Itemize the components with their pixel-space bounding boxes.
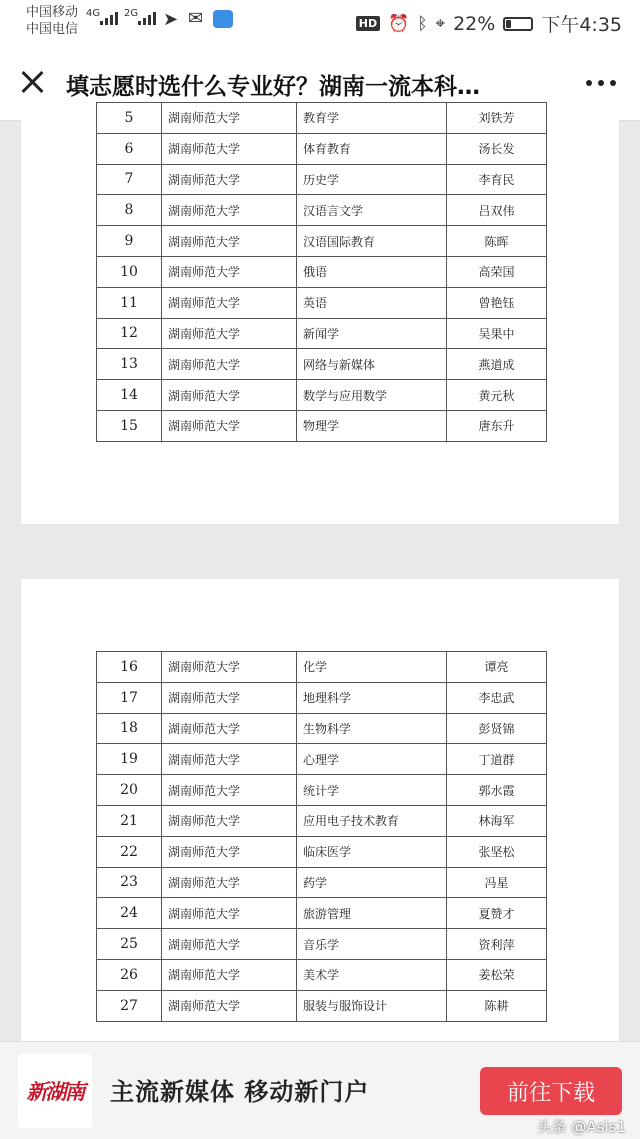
row-number: 7	[97, 164, 162, 195]
row-number: 18	[97, 713, 162, 744]
major-cell: 旅游管理	[297, 898, 447, 929]
major-cell: 心理学	[297, 744, 447, 775]
row-number: 25	[97, 929, 162, 960]
location-icon: ⌖	[435, 13, 446, 34]
major-cell: 教育学	[297, 103, 447, 134]
leader-cell: 高荣国	[447, 256, 547, 287]
battery-icon	[503, 17, 533, 31]
table-row	[97, 133, 547, 164]
signal-icon-2	[138, 12, 156, 25]
major-cell: 数学与应用数学	[297, 380, 447, 411]
leader-cell: 彭贤锦	[447, 713, 547, 744]
university-cell: 湖南师范大学	[162, 287, 297, 318]
signal-icon	[100, 12, 118, 25]
table-row	[97, 195, 547, 226]
document-page-2	[21, 579, 619, 1041]
table-row	[97, 226, 547, 257]
banner-slogan: 主流新媒体 移动新门户	[110, 1078, 370, 1106]
row-number: 5	[97, 103, 162, 134]
mail-icon: ✉	[188, 8, 204, 29]
hd-badge: HD	[356, 16, 380, 31]
major-cell: 体育教育	[297, 133, 447, 164]
app-download-banner[interactable]	[0, 1041, 640, 1139]
leader-cell: 谭亮	[447, 652, 547, 683]
university-cell: 湖南师范大学	[162, 410, 297, 441]
row-number: 6	[97, 133, 162, 164]
table-row	[97, 867, 547, 898]
carrier-info	[26, 4, 78, 38]
status-right	[356, 10, 622, 37]
network-type-1: 4G	[86, 8, 101, 19]
university-cell: 湖南师范大学	[162, 990, 297, 1021]
major-cell: 音乐学	[297, 929, 447, 960]
row-number: 16	[97, 652, 162, 683]
leader-cell: 姜松荣	[447, 959, 547, 990]
row-number: 13	[97, 349, 162, 380]
row-number: 24	[97, 898, 162, 929]
bluetooth-icon: ᛒ	[417, 13, 428, 34]
leader-cell: 资利萍	[447, 929, 547, 960]
table-row	[97, 410, 547, 441]
row-number: 23	[97, 867, 162, 898]
page-title: 填志愿时选什么专业好？湖南一流本科…	[66, 74, 480, 100]
app-logo: 新湖南	[18, 1054, 92, 1128]
major-cell: 俄语	[297, 256, 447, 287]
alarm-icon: ⏰	[388, 13, 410, 34]
table-row	[97, 775, 547, 806]
table-row	[97, 805, 547, 836]
leader-cell: 陈耕	[447, 990, 547, 1021]
leader-cell: 燕道成	[447, 349, 547, 380]
table-row	[97, 898, 547, 929]
major-cell: 临床医学	[297, 836, 447, 867]
row-number: 19	[97, 744, 162, 775]
university-cell: 湖南师范大学	[162, 775, 297, 806]
university-cell: 湖南师范大学	[162, 164, 297, 195]
university-cell: 湖南师范大学	[162, 318, 297, 349]
row-number: 26	[97, 959, 162, 990]
row-number: 11	[97, 287, 162, 318]
university-cell: 湖南师范大学	[162, 836, 297, 867]
table-row	[97, 682, 547, 713]
major-cell: 药学	[297, 867, 447, 898]
carrier-1: 中国移动	[26, 5, 79, 20]
row-number: 20	[97, 775, 162, 806]
table-row	[97, 990, 547, 1021]
leader-cell: 张坚松	[447, 836, 547, 867]
major-cell: 美术学	[297, 959, 447, 990]
leader-cell: 吴果中	[447, 318, 547, 349]
leader-cell: 汤长发	[447, 133, 547, 164]
table-row	[97, 836, 547, 867]
university-cell: 湖南师范大学	[162, 713, 297, 744]
leader-cell: 丁道群	[447, 744, 547, 775]
clock: 下午4:35	[541, 14, 622, 36]
carrier-2: 中国电信	[26, 22, 79, 37]
major-cell: 地理科学	[297, 682, 447, 713]
university-cell: 湖南师范大学	[162, 133, 297, 164]
leader-cell: 冯星	[447, 867, 547, 898]
table-row	[97, 318, 547, 349]
row-number: 8	[97, 195, 162, 226]
leader-cell: 吕双伟	[447, 195, 547, 226]
row-number: 15	[97, 410, 162, 441]
table-row	[97, 652, 547, 683]
leader-cell: 刘铁芳	[447, 103, 547, 134]
row-number: 27	[97, 990, 162, 1021]
major-cell: 生物科学	[297, 713, 447, 744]
major-cell: 统计学	[297, 775, 447, 806]
table-row	[97, 256, 547, 287]
major-cell: 历史学	[297, 164, 447, 195]
row-number: 17	[97, 682, 162, 713]
university-cell: 湖南师范大学	[162, 805, 297, 836]
table-row	[97, 380, 547, 411]
row-number: 14	[97, 380, 162, 411]
university-cell: 湖南师范大学	[162, 226, 297, 257]
table-row	[97, 103, 547, 134]
university-cell: 湖南师范大学	[162, 256, 297, 287]
major-cell: 服装与服饰设计	[297, 990, 447, 1021]
close-icon[interactable]	[16, 66, 48, 98]
university-cell: 湖南师范大学	[162, 349, 297, 380]
row-number: 22	[97, 836, 162, 867]
leader-cell: 李育民	[447, 164, 547, 195]
leader-cell: 夏赞才	[447, 898, 547, 929]
major-cell: 英语	[297, 287, 447, 318]
university-cell: 湖南师范大学	[162, 898, 297, 929]
university-cell: 湖南师范大学	[162, 929, 297, 960]
university-cell: 湖南师范大学	[162, 959, 297, 990]
watermark: 头条 @Asis1	[536, 1118, 626, 1136]
leader-cell: 林海军	[447, 805, 547, 836]
major-table-2	[96, 651, 547, 1022]
major-cell: 物理学	[297, 410, 447, 441]
network-type-2: 2G	[124, 8, 139, 19]
row-number: 10	[97, 256, 162, 287]
table-row	[97, 744, 547, 775]
university-cell: 湖南师范大学	[162, 682, 297, 713]
leader-cell: 陈晖	[447, 226, 547, 257]
row-number: 12	[97, 318, 162, 349]
major-table-1	[96, 102, 547, 442]
university-cell: 湖南师范大学	[162, 103, 297, 134]
document-page-1	[21, 109, 619, 524]
app-notification-icon	[213, 10, 233, 28]
university-cell: 湖南师范大学	[162, 195, 297, 226]
row-number: 21	[97, 805, 162, 836]
table-row	[97, 959, 547, 990]
battery-percent: 22%	[453, 12, 496, 35]
leader-cell: 曾艳钰	[447, 287, 547, 318]
table-row	[97, 287, 547, 318]
leader-cell: 李忠武	[447, 682, 547, 713]
more-options-icon[interactable]	[586, 80, 616, 86]
leader-cell: 唐东升	[447, 410, 547, 441]
table-row	[97, 164, 547, 195]
university-cell: 湖南师范大学	[162, 744, 297, 775]
major-cell: 汉语言文学	[297, 195, 447, 226]
table-row	[97, 713, 547, 744]
major-cell: 网络与新媒体	[297, 349, 447, 380]
telegram-icon: ➤	[163, 9, 179, 30]
leader-cell: 黄元秋	[447, 380, 547, 411]
university-cell: 湖南师范大学	[162, 380, 297, 411]
row-number: 9	[97, 226, 162, 257]
major-cell: 应用电子技术教育	[297, 805, 447, 836]
university-cell: 湖南师范大学	[162, 867, 297, 898]
university-cell: 湖南师范大学	[162, 652, 297, 683]
major-cell: 化学	[297, 652, 447, 683]
table-row	[97, 349, 547, 380]
leader-cell: 郭水霞	[447, 775, 547, 806]
download-button[interactable]: 前往下载	[480, 1067, 622, 1115]
table-row	[97, 929, 547, 960]
status-bar	[0, 0, 640, 42]
major-cell: 汉语国际教育	[297, 226, 447, 257]
major-cell: 新闻学	[297, 318, 447, 349]
